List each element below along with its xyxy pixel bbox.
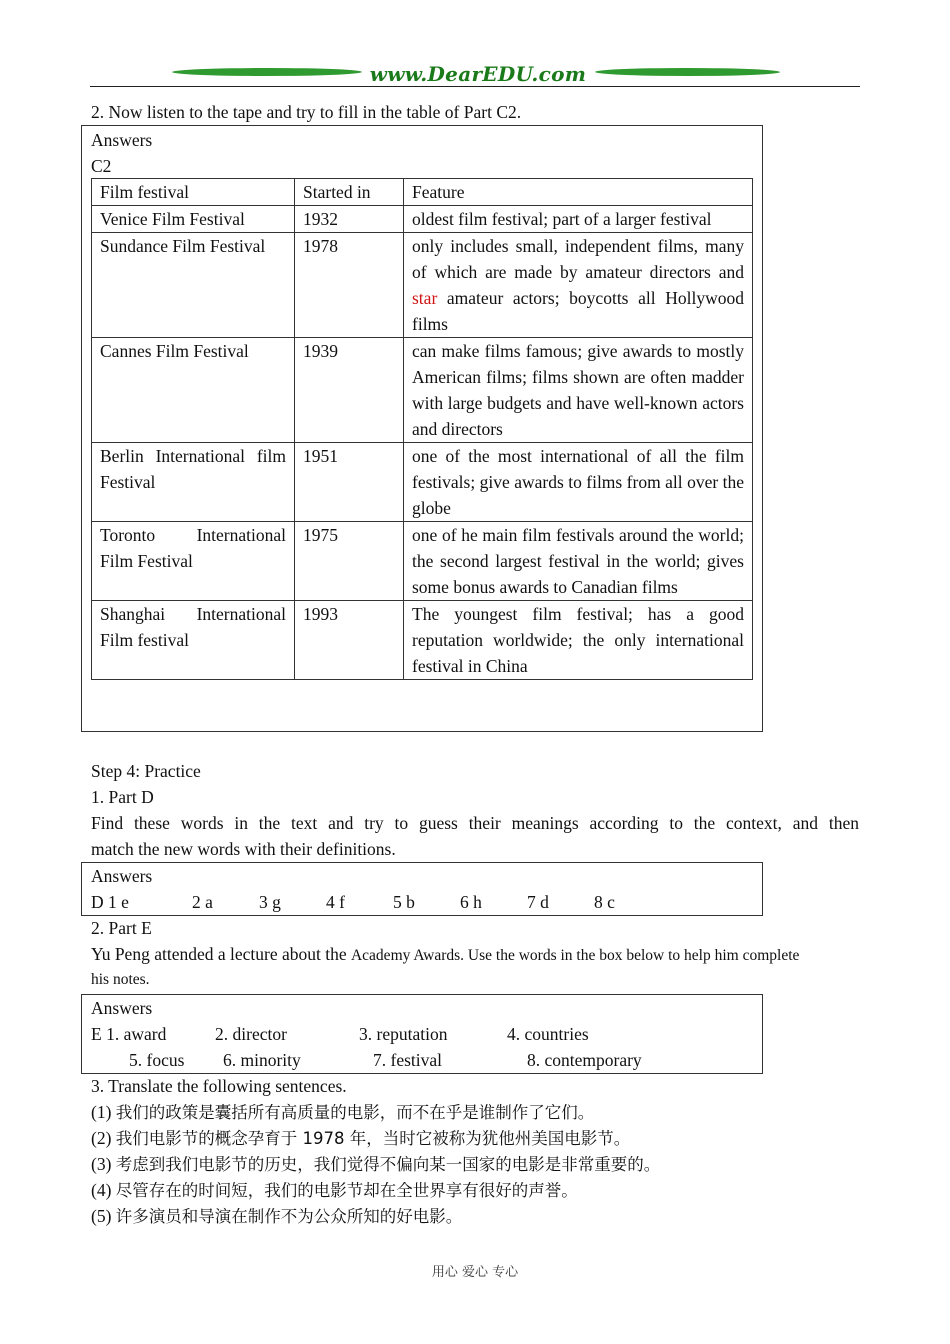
year-cell: 1993	[295, 601, 404, 680]
translate-sentence	[91, 1151, 660, 1178]
part-e-answers-label: Answers	[91, 998, 153, 1018]
feature-cell: one of he main film festivals around the world; the second largest festival in the world; gives some bonus awards to Canadian films	[404, 522, 753, 601]
sentence-text: 我们电影节的概念孕育于 1978 年，当时它被称为犹他州美国电影节。	[115, 1129, 631, 1148]
feature-text: only includes small, independent films, many of which are made by amateur directors and	[412, 236, 744, 282]
part-e-instruction-rest: Academy Awards. Use the words in the box below to help him complete	[350, 947, 800, 964]
part-e-title: 2. Part E	[91, 918, 152, 938]
part-e-instruction-line2: his notes.	[91, 971, 150, 988]
answer-item: 8 c	[594, 892, 615, 912]
table-row	[92, 338, 753, 443]
sentence-number: (5)	[91, 1206, 112, 1226]
part-d-title: 1. Part D	[91, 787, 154, 807]
year-cell: 1951	[295, 443, 404, 522]
c2-answer-box	[81, 125, 763, 732]
year-cell: 1978	[295, 233, 404, 338]
site-logo: www.DearEDU.com	[369, 62, 587, 86]
feature-cell: one of the most international of all the film festivals; give awards to films from all over the globe	[404, 443, 753, 522]
part-e-answers-row1	[82, 1021, 762, 1047]
festival-name-cell: Berlin International film Festival	[92, 443, 295, 522]
festival-name-cell: Shanghai International Film festival	[92, 601, 295, 680]
sentence-text: 考虑到我们电影节的历史，我们觉得不偏向某一国家的电影是非常重要的。	[115, 1155, 661, 1174]
festival-name-cell: Toronto International Film Festival	[92, 522, 295, 601]
c2-instruction: 2. Now listen to the tape and try to fill in the table of Part C2.	[91, 102, 522, 122]
answer-item: 3. reputation	[359, 1024, 448, 1044]
step4-title: Step 4: Practice	[91, 761, 201, 781]
translate-title: 3. Translate the following sentences.	[91, 1076, 347, 1096]
header-cell: Film festival	[92, 179, 295, 206]
c2-part-label: C2	[91, 156, 112, 176]
table-row	[92, 233, 753, 338]
festival-name-cell: Venice Film Festival	[92, 206, 295, 233]
film-festival-table	[91, 178, 753, 680]
right-swoosh-decoration	[594, 68, 782, 76]
festival-name-cell: Sundance Film Festival	[92, 233, 295, 338]
sentence-number: (1)	[91, 1102, 112, 1122]
header-cell: Started in	[295, 179, 404, 206]
year-cell: 1932	[295, 206, 404, 233]
year-cell: 1975	[295, 522, 404, 601]
answer-item: 7. festival	[373, 1050, 443, 1070]
answer-item: D 1 e	[91, 892, 129, 912]
part-e-instruction-line1	[91, 941, 799, 969]
translate-sentence	[91, 1177, 578, 1204]
sentence-text: 许多演员和导演在制作不为公众所知的好电影。	[115, 1207, 463, 1226]
part-e-answer-box	[81, 994, 763, 1074]
feature-text: amateur actors; boycotts all Hollywood films	[412, 288, 744, 334]
answer-item: 4. countries	[507, 1024, 589, 1044]
translate-sentence	[91, 1125, 630, 1152]
table-row	[92, 522, 753, 601]
answer-item: E 1. award	[91, 1024, 167, 1044]
answer-item: 5. focus	[129, 1050, 185, 1070]
page-header	[90, 60, 860, 90]
translate-sentence	[91, 1203, 462, 1230]
answer-item: 3 g	[259, 892, 281, 912]
feature-cell	[404, 233, 753, 338]
table-header-row	[92, 179, 753, 206]
left-swoosh-decoration	[171, 68, 364, 76]
answer-item: 5 b	[393, 892, 415, 912]
part-d-instruction-line2: match the new words with their definitions.	[91, 839, 396, 859]
year-cell: 1939	[295, 338, 404, 443]
feature-cell: oldest film festival; part of a larger festival	[404, 206, 753, 233]
c2-answers-label: Answers	[91, 130, 153, 150]
sentence-text: 尽管存在的时间短，我们的电影节却在全世界享有很好的声誉。	[115, 1181, 578, 1200]
header-rule	[90, 86, 860, 87]
sentence-number: (3)	[91, 1154, 112, 1174]
festival-name-cell: Cannes Film Festival	[92, 338, 295, 443]
part-d-answer-box	[81, 862, 763, 916]
answer-item: 6 h	[460, 892, 482, 912]
feature-cell: can make films famous; give awards to mostly American films; films shown are often madder with large budgets and have well-known actors and directors	[404, 338, 753, 443]
sentence-text: 我们的政策是囊括所有高质量的电影，而不在乎是谁制作了它们。	[115, 1103, 595, 1122]
table-row	[92, 601, 753, 680]
part-e-answers-row2	[82, 1047, 762, 1073]
answer-item: 4 f	[326, 892, 345, 912]
part-d-answers-label: Answers	[91, 866, 153, 886]
sentence-number: (2)	[91, 1128, 112, 1148]
sentence-number: (4)	[91, 1180, 112, 1200]
answer-item: 6. minority	[223, 1050, 301, 1070]
part-d-instruction-line1: Find these words in the text and try to guess their meanings according to the context, and then	[91, 813, 859, 833]
page-footer: 用心 爱心 专心	[431, 1265, 519, 1280]
answer-item: 7 d	[527, 892, 549, 912]
translate-sentence	[91, 1099, 594, 1126]
highlighted-word: star	[412, 288, 438, 308]
table-row	[92, 206, 753, 233]
header-cell: Feature	[404, 179, 753, 206]
feature-cell: The youngest film festival; has a good reputation worldwide; the only international festival in China	[404, 601, 753, 680]
table-row	[92, 443, 753, 522]
part-e-instruction-start: Yu Peng attended a lecture about the	[91, 944, 351, 964]
part-d-answers	[82, 889, 762, 915]
answer-item: 2. director	[215, 1024, 287, 1044]
answer-item: 8. contemporary	[527, 1050, 642, 1070]
answer-item: 2 a	[192, 892, 213, 912]
